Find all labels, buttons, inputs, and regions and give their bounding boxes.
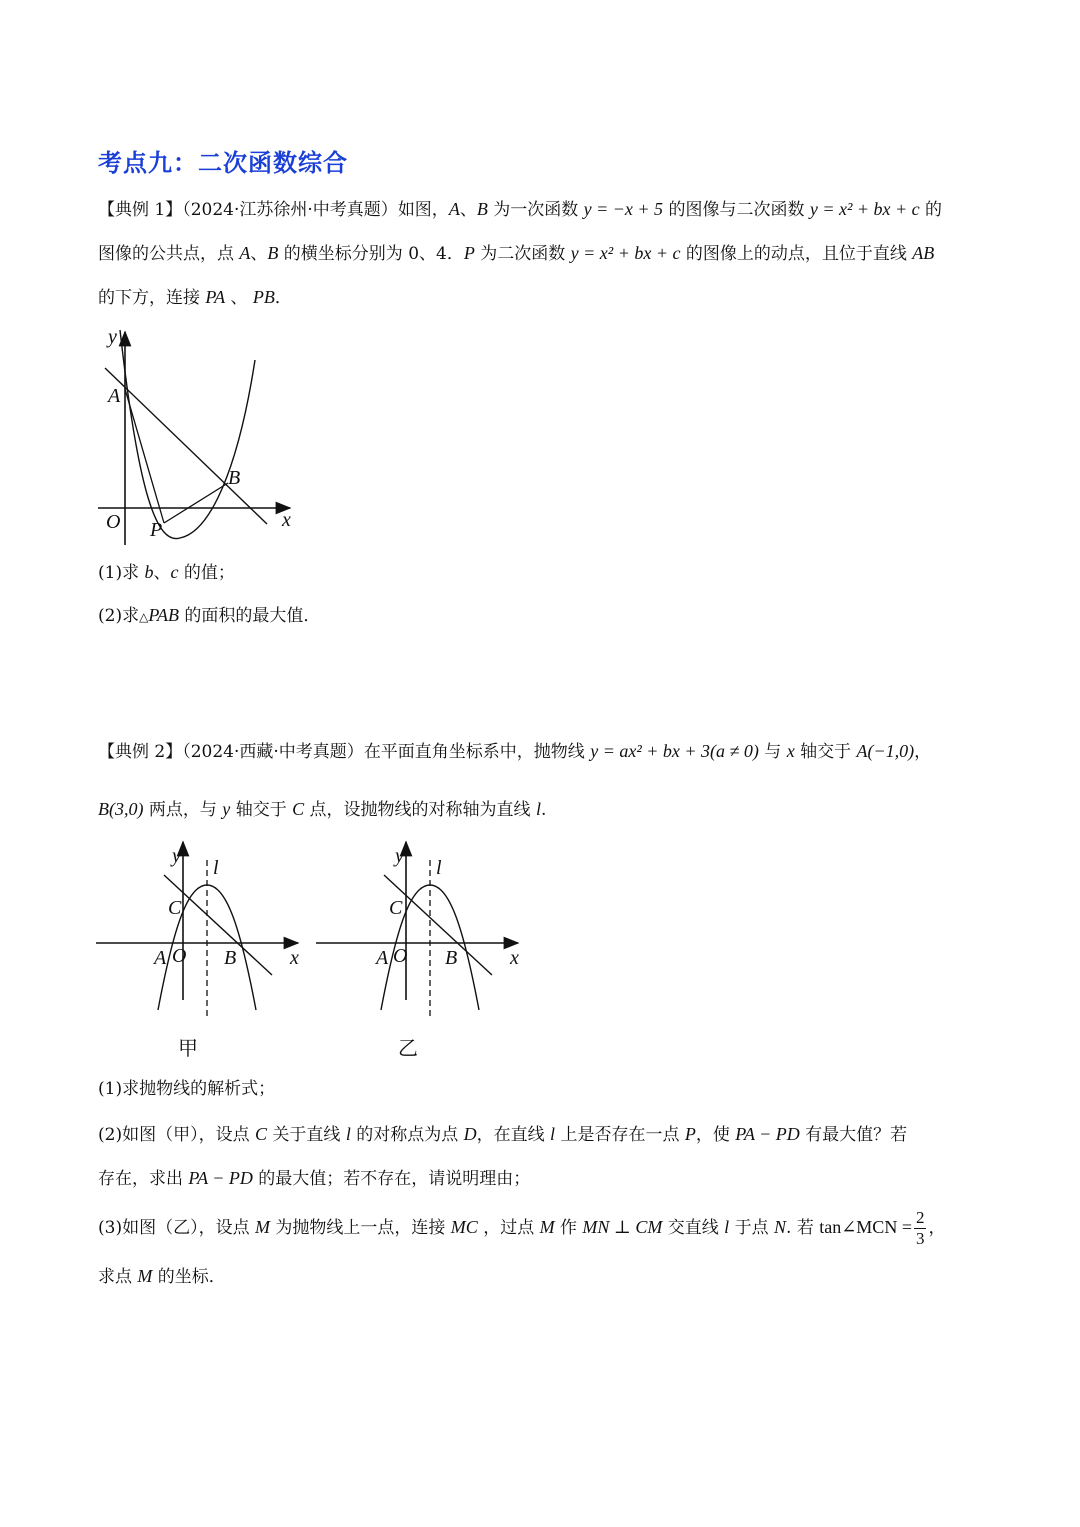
figure-jia (96, 840, 311, 1065)
label-y: y (108, 326, 117, 348)
ex2-source: （2024·西藏·中考真题） (182, 742, 364, 762)
label-x: x (290, 947, 299, 969)
label-B: B (445, 947, 458, 969)
ex2-question3-line2: 求点 M 的坐标． (98, 1266, 226, 1287)
label-O: O (106, 511, 121, 533)
ex1-tag: 【典例 1】 (98, 200, 183, 220)
quadratic-function: y = x² + bx + c (809, 199, 920, 219)
label-O: O (172, 945, 187, 967)
ex2-tag: 【典例 2】 (98, 742, 183, 762)
label-A: A (108, 385, 121, 407)
ex1-source: （2024·江苏徐州·中考真题） (182, 200, 398, 220)
label-O: O (393, 945, 408, 967)
ex2-question2-line2: 存在，求出 PA − PD 的最大值；若不存在，请说明理由； (98, 1168, 531, 1189)
label-P: P (150, 519, 163, 541)
label-l: l (213, 857, 219, 879)
ex2-line2: B(3,0) 两点，与 y 轴交于 C 点，设抛物线的对称轴为直线 l. (98, 799, 547, 820)
ex1-figure (98, 320, 308, 550)
caption-yi: 乙 (398, 1036, 418, 1060)
label-y: y (172, 845, 181, 867)
ex2-question3-line1: (3)如图（乙），设点 M 为抛物线上一点，连接 MC ，过点 M 作 MN ⊥ CM 交直线 l 于点 N. 若 tan∠MCN = $\frac{2}{3}$ ， (98, 1208, 946, 1248)
linear-function: y = −x + 5 (583, 199, 664, 219)
figure-yi (316, 840, 531, 1065)
fraction-2-3: $\frac{2}{3}$ (915, 1208, 925, 1248)
label-B: B (224, 947, 237, 969)
label-l: l (436, 857, 442, 879)
section-title: 考点九：二次函数综合 (98, 149, 348, 177)
label-A: A (154, 947, 167, 969)
ex1-line2: 图像的公共点，点 A、B 的横坐标分别为 0、4．P 为二次函数 y = x² + bx + c 的图像上的动点，且位于直线 AB (98, 243, 935, 264)
label-x: x (282, 509, 291, 531)
ex1-line3: 的下方，连接 PA 、 PB． (98, 287, 292, 308)
ex1-question1: (1)求 b、c 的值； (98, 562, 235, 583)
label-B: B (228, 467, 241, 489)
segment-PB (164, 483, 228, 523)
label-C: C (389, 897, 403, 919)
label-x: x (510, 947, 519, 969)
ex1-question2: (2)求△PAB 的面积的最大值． (98, 605, 321, 626)
ex2-question1: (1)求抛物线的解析式； (98, 1079, 276, 1099)
label-A: A (376, 947, 389, 969)
tan-expression: tan∠MCN = (819, 1217, 912, 1237)
parabola-equation: y = ax² + bx + 3(a ≠ 0) (590, 741, 759, 761)
ex2-line1: 【典例 2】（2024·西藏·中考真题）在平面直角坐标系中，抛物线 y = ax² + bx + 3(a ≠ 0) 与 x 轴交于 A(−1,0)， (98, 741, 932, 762)
label-y: y (395, 845, 404, 867)
ex2-question2-line1: (2)如图（甲），设点 C 关于直线 l 的对称点为点 D，在直线 l 上是否存在一点 P，使 PA − PD 有最大值？若 (98, 1124, 908, 1145)
ex1-line1: 【典例 1】（2024·江苏徐州·中考真题）如图，A、B 为一次函数 y = −x + 5 的图像与二次函数 y = x² + bx + c 的 (98, 199, 943, 220)
segment-PA (125, 389, 164, 523)
caption-jia: 甲 (178, 1036, 198, 1060)
label-C: C (168, 897, 182, 919)
line-AB (105, 368, 267, 524)
